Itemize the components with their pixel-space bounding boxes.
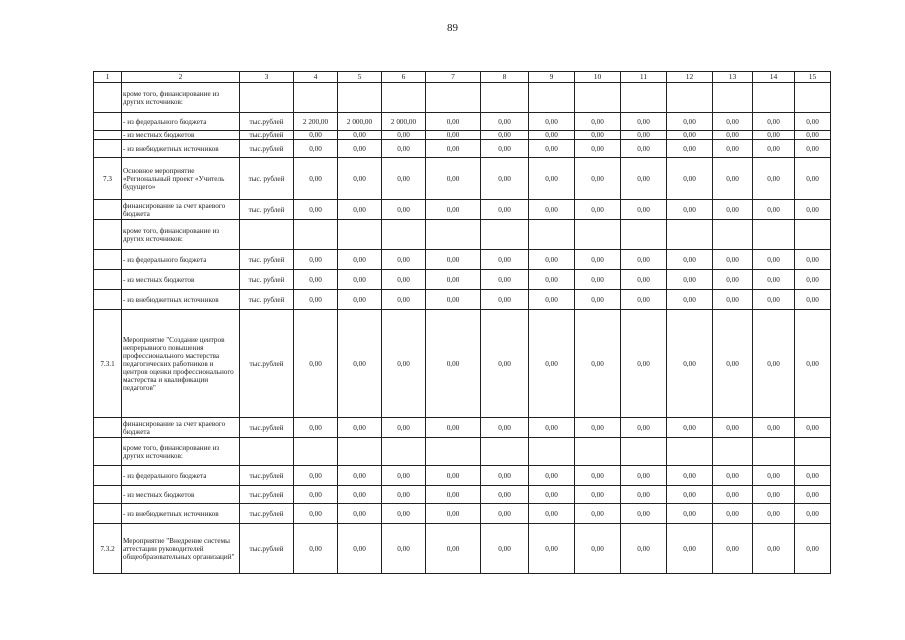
header-cell: 4 [294,72,338,83]
header-cell: 3 [240,72,294,83]
value-cell: 0,00 [667,131,713,140]
item-number-cell [94,220,122,250]
item-number-cell [94,504,122,524]
value-cell: 0,00 [667,466,713,486]
value-cell [575,83,621,113]
value-cell: 0,00 [713,113,753,131]
value-cell: 0,00 [795,113,831,131]
value-cell: 0,00 [713,270,753,290]
value-cell: 0,00 [338,200,382,220]
value-cell: 0,00 [338,290,382,310]
value-cell: 0,00 [426,200,481,220]
item-number-cell [94,250,122,270]
description-cell: - из внебюджетных источников [122,290,240,310]
value-cell [529,438,575,466]
value-cell: 0,00 [667,158,713,200]
description-cell: Мероприятие "Создание центров непрерывного повышения профессионального мастерства педагогических работников и центров оценки профессионального мастерства и квалификации педагогов" [122,310,240,418]
value-cell: 0,00 [575,158,621,200]
value-cell: 0,00 [481,524,529,574]
description-cell: - из федерального бюджета [122,113,240,131]
description-cell: кроме того, финансирование из других источников: [122,220,240,250]
value-cell: 0,00 [753,504,795,524]
value-cell: 0,00 [382,200,426,220]
unit-cell [240,220,294,250]
description-cell: финансирование за счет краевого бюджета [122,200,240,220]
value-cell: 0,00 [338,158,382,200]
value-cell: 0,00 [481,504,529,524]
table-row [94,158,831,200]
value-cell [621,438,667,466]
table-row [94,250,831,270]
value-cell [382,438,426,466]
value-cell [753,83,795,113]
value-cell: 0,00 [795,524,831,574]
value-cell: 0,00 [338,270,382,290]
value-cell [338,83,382,113]
item-number-cell [94,113,122,131]
value-cell: 0,00 [575,418,621,438]
value-cell [795,220,831,250]
value-cell: 0,00 [753,418,795,438]
value-cell: 0,00 [426,418,481,438]
value-cell: 0,00 [426,158,481,200]
value-cell: 0,00 [529,290,575,310]
value-cell: 0,00 [294,310,338,418]
header-cell: 12 [667,72,713,83]
value-cell: 0,00 [294,504,338,524]
value-cell: 0,00 [481,310,529,418]
description-cell: - из местных бюджетов [122,270,240,290]
unit-cell: тыс.рублей [240,524,294,574]
value-cell: 0,00 [426,504,481,524]
value-cell: 0,00 [575,466,621,486]
value-cell: 0,00 [382,290,426,310]
description-cell: кроме того, финансирование из других источников: [122,438,240,466]
description-cell: - из федерального бюджета [122,250,240,270]
value-cell: 0,00 [529,466,575,486]
value-cell: 0,00 [795,486,831,504]
unit-cell: тыс.рублей [240,113,294,131]
value-cell [426,220,481,250]
table-row [94,83,831,113]
value-cell: 0,00 [667,290,713,310]
value-cell: 0,00 [667,113,713,131]
value-cell: 0,00 [294,466,338,486]
value-cell: 0,00 [382,250,426,270]
value-cell: 0,00 [481,131,529,140]
value-cell: 0,00 [382,158,426,200]
table-row [94,466,831,486]
value-cell: 0,00 [529,250,575,270]
value-cell: 0,00 [426,486,481,504]
item-number-cell [94,270,122,290]
value-cell: 0,00 [529,158,575,200]
value-cell: 0,00 [795,290,831,310]
value-cell [481,438,529,466]
description-cell: - из федерального бюджета [122,466,240,486]
value-cell: 0,00 [795,270,831,290]
value-cell: 0,00 [667,310,713,418]
value-cell: 0,00 [575,200,621,220]
header-cell: 15 [795,72,831,83]
item-number-cell: 7.3 [94,158,122,200]
description-cell: финансирование за счет краевого бюджета [122,418,240,438]
value-cell: 0,00 [795,504,831,524]
value-cell [667,438,713,466]
value-cell: 0,00 [753,200,795,220]
value-cell [753,438,795,466]
table-row [94,220,831,250]
value-cell [294,438,338,466]
value-cell: 0,00 [667,418,713,438]
table-row [94,486,831,504]
header-cell: 10 [575,72,621,83]
value-cell: 0,00 [529,486,575,504]
unit-cell: тыс. рублей [240,158,294,200]
value-cell: 2 000,00 [338,113,382,131]
unit-cell [240,438,294,466]
item-number-cell [94,466,122,486]
item-number-cell: 7.3.1 [94,310,122,418]
value-cell: 0,00 [338,310,382,418]
value-cell: 0,00 [529,140,575,158]
value-cell: 0,00 [795,200,831,220]
value-cell: 0,00 [294,270,338,290]
value-cell: 0,00 [338,250,382,270]
table-row [94,140,831,158]
unit-cell: тыс.рублей [240,418,294,438]
header-cell: 1 [94,72,122,83]
value-cell: 0,00 [667,486,713,504]
value-cell: 0,00 [713,466,753,486]
value-cell: 0,00 [426,310,481,418]
value-cell: 0,00 [382,131,426,140]
value-cell [667,220,713,250]
value-cell: 0,00 [338,131,382,140]
value-cell: 0,00 [667,524,713,574]
header-cell: 5 [338,72,382,83]
unit-cell: тыс.рублей [240,140,294,158]
value-cell: 0,00 [795,418,831,438]
value-cell: 0,00 [294,524,338,574]
value-cell: 0,00 [575,310,621,418]
value-cell: 0,00 [426,250,481,270]
value-cell: 0,00 [481,466,529,486]
unit-cell: тыс. рублей [240,250,294,270]
value-cell: 0,00 [753,131,795,140]
value-cell: 0,00 [713,200,753,220]
value-cell: 0,00 [621,200,667,220]
unit-cell: тыс. рублей [240,200,294,220]
value-cell: 0,00 [667,270,713,290]
value-cell: 0,00 [338,486,382,504]
value-cell: 0,00 [575,524,621,574]
value-cell [294,83,338,113]
value-cell: 0,00 [621,140,667,158]
value-cell: 0,00 [713,131,753,140]
value-cell: 0,00 [529,200,575,220]
description-cell: - из местных бюджетов [122,131,240,140]
value-cell: 0,00 [382,486,426,504]
value-cell: 0,00 [338,140,382,158]
value-cell: 0,00 [529,113,575,131]
value-cell: 0,00 [621,131,667,140]
value-cell: 0,00 [575,290,621,310]
value-cell [575,438,621,466]
value-cell: 0,00 [382,140,426,158]
value-cell: 0,00 [481,158,529,200]
unit-cell: тыс.рублей [240,466,294,486]
value-cell [426,83,481,113]
value-cell: 0,00 [621,504,667,524]
value-cell [753,220,795,250]
value-cell: 0,00 [713,140,753,158]
value-cell: 0,00 [338,524,382,574]
value-cell: 0,00 [713,158,753,200]
value-cell: 0,00 [294,486,338,504]
value-cell: 0,00 [753,113,795,131]
header-cell: 9 [529,72,575,83]
table-row [94,270,831,290]
value-cell: 0,00 [294,200,338,220]
value-cell [382,220,426,250]
value-cell: 0,00 [795,466,831,486]
value-cell: 0,00 [294,131,338,140]
value-cell: 0,00 [795,131,831,140]
value-cell: 0,00 [621,270,667,290]
value-cell: 0,00 [795,250,831,270]
value-cell: 0,00 [426,131,481,140]
value-cell [795,438,831,466]
value-cell: 0,00 [621,524,667,574]
page-number: 89 [447,22,458,34]
value-cell [713,220,753,250]
value-cell: 0,00 [667,250,713,270]
value-cell: 2 200,00 [294,113,338,131]
value-cell: 0,00 [621,250,667,270]
value-cell: 0,00 [667,140,713,158]
value-cell: 0,00 [294,158,338,200]
value-cell: 0,00 [338,466,382,486]
item-number-cell [94,438,122,466]
value-cell [338,220,382,250]
value-cell [529,83,575,113]
value-cell: 0,00 [753,290,795,310]
value-cell: 0,00 [382,418,426,438]
table-row [94,200,831,220]
value-cell: 0,00 [753,310,795,418]
value-cell: 0,00 [481,200,529,220]
value-cell: 0,00 [481,486,529,504]
value-cell: 0,00 [338,504,382,524]
value-cell [713,438,753,466]
value-cell: 0,00 [753,466,795,486]
description-cell: Мероприятие "Внедрение системы аттестации руководителей общеобразовательных организаций" [122,524,240,574]
table-row [94,418,831,438]
value-cell: 0,00 [426,466,481,486]
table-row [94,290,831,310]
unit-cell: тыс.рублей [240,504,294,524]
unit-cell: тыс. рублей [240,270,294,290]
value-cell: 0,00 [753,486,795,504]
value-cell [713,83,753,113]
header-cell: 11 [621,72,667,83]
description-cell: Основное мероприятие «Региональный проект «Учитель будущего» [122,158,240,200]
budget-table [93,71,831,574]
header-cell: 6 [382,72,426,83]
header-cell: 8 [481,72,529,83]
value-cell: 0,00 [753,250,795,270]
value-cell: 2 000,00 [382,113,426,131]
value-cell: 0,00 [294,140,338,158]
value-cell [621,220,667,250]
unit-cell [240,83,294,113]
value-cell: 0,00 [753,140,795,158]
header-row [94,72,831,83]
value-cell: 0,00 [575,131,621,140]
unit-cell: тыс. рублей [240,290,294,310]
value-cell [338,438,382,466]
value-cell: 0,00 [713,504,753,524]
item-number-cell [94,418,122,438]
value-cell: 0,00 [713,486,753,504]
value-cell [795,83,831,113]
table-row [94,113,831,131]
value-cell: 0,00 [621,158,667,200]
value-cell: 0,00 [481,250,529,270]
value-cell: 0,00 [713,524,753,574]
value-cell: 0,00 [426,524,481,574]
value-cell: 0,00 [382,466,426,486]
table-body [94,72,831,574]
item-number-cell [94,486,122,504]
value-cell: 0,00 [382,504,426,524]
description-cell: - из внебюджетных источников [122,140,240,158]
value-cell [481,220,529,250]
item-number-cell [94,290,122,310]
value-cell: 0,00 [713,290,753,310]
value-cell: 0,00 [426,113,481,131]
value-cell: 0,00 [529,418,575,438]
unit-cell: тыс.рублей [240,486,294,504]
value-cell: 0,00 [481,270,529,290]
value-cell: 0,00 [481,113,529,131]
table-row [94,524,831,574]
table-row [94,504,831,524]
value-cell: 0,00 [529,504,575,524]
item-number-cell [94,131,122,140]
value-cell: 0,00 [713,250,753,270]
value-cell [667,83,713,113]
value-cell: 0,00 [575,113,621,131]
value-cell: 0,00 [621,113,667,131]
value-cell [294,220,338,250]
header-cell: 13 [713,72,753,83]
header-cell: 2 [122,72,240,83]
value-cell: 0,00 [426,270,481,290]
unit-cell: тыс.рублей [240,310,294,418]
value-cell: 0,00 [575,270,621,290]
value-cell: 0,00 [621,466,667,486]
value-cell: 0,00 [481,140,529,158]
value-cell [529,220,575,250]
description-cell: кроме того, финансирование из других источников: [122,83,240,113]
value-cell: 0,00 [713,418,753,438]
description-cell: - из внебюджетных источников [122,504,240,524]
value-cell: 0,00 [426,290,481,310]
value-cell: 0,00 [621,290,667,310]
item-number-cell [94,140,122,158]
value-cell: 0,00 [795,310,831,418]
header-cell: 7 [426,72,481,83]
value-cell: 0,00 [294,250,338,270]
value-cell: 0,00 [667,504,713,524]
description-cell: - из местных бюджетов [122,486,240,504]
value-cell [481,83,529,113]
value-cell: 0,00 [753,158,795,200]
header-cell: 14 [753,72,795,83]
table-row [94,131,831,140]
value-cell: 0,00 [621,310,667,418]
item-number-cell [94,200,122,220]
value-cell: 0,00 [529,131,575,140]
value-cell: 0,00 [575,140,621,158]
item-number-cell: 7.3.2 [94,524,122,574]
table-row [94,438,831,466]
value-cell: 0,00 [481,290,529,310]
value-cell: 0,00 [621,486,667,504]
value-cell: 0,00 [481,418,529,438]
value-cell: 0,00 [529,270,575,290]
value-cell: 0,00 [294,290,338,310]
value-cell: 0,00 [338,418,382,438]
value-cell [621,83,667,113]
value-cell: 0,00 [713,310,753,418]
value-cell: 0,00 [382,270,426,290]
value-cell: 0,00 [529,524,575,574]
value-cell: 0,00 [575,486,621,504]
value-cell: 0,00 [621,418,667,438]
value-cell: 0,00 [575,250,621,270]
item-number-cell [94,83,122,113]
value-cell: 0,00 [529,310,575,418]
value-cell: 0,00 [795,140,831,158]
unit-cell: тыс.рублей [240,131,294,140]
value-cell: 0,00 [382,524,426,574]
value-cell: 0,00 [294,418,338,438]
value-cell [575,220,621,250]
value-cell: 0,00 [753,524,795,574]
value-cell: 0,00 [795,158,831,200]
value-cell: 0,00 [753,270,795,290]
value-cell: 0,00 [382,310,426,418]
value-cell: 0,00 [667,200,713,220]
value-cell: 0,00 [575,504,621,524]
value-cell: 0,00 [426,140,481,158]
value-cell [426,438,481,466]
value-cell [382,83,426,113]
table-row [94,310,831,418]
